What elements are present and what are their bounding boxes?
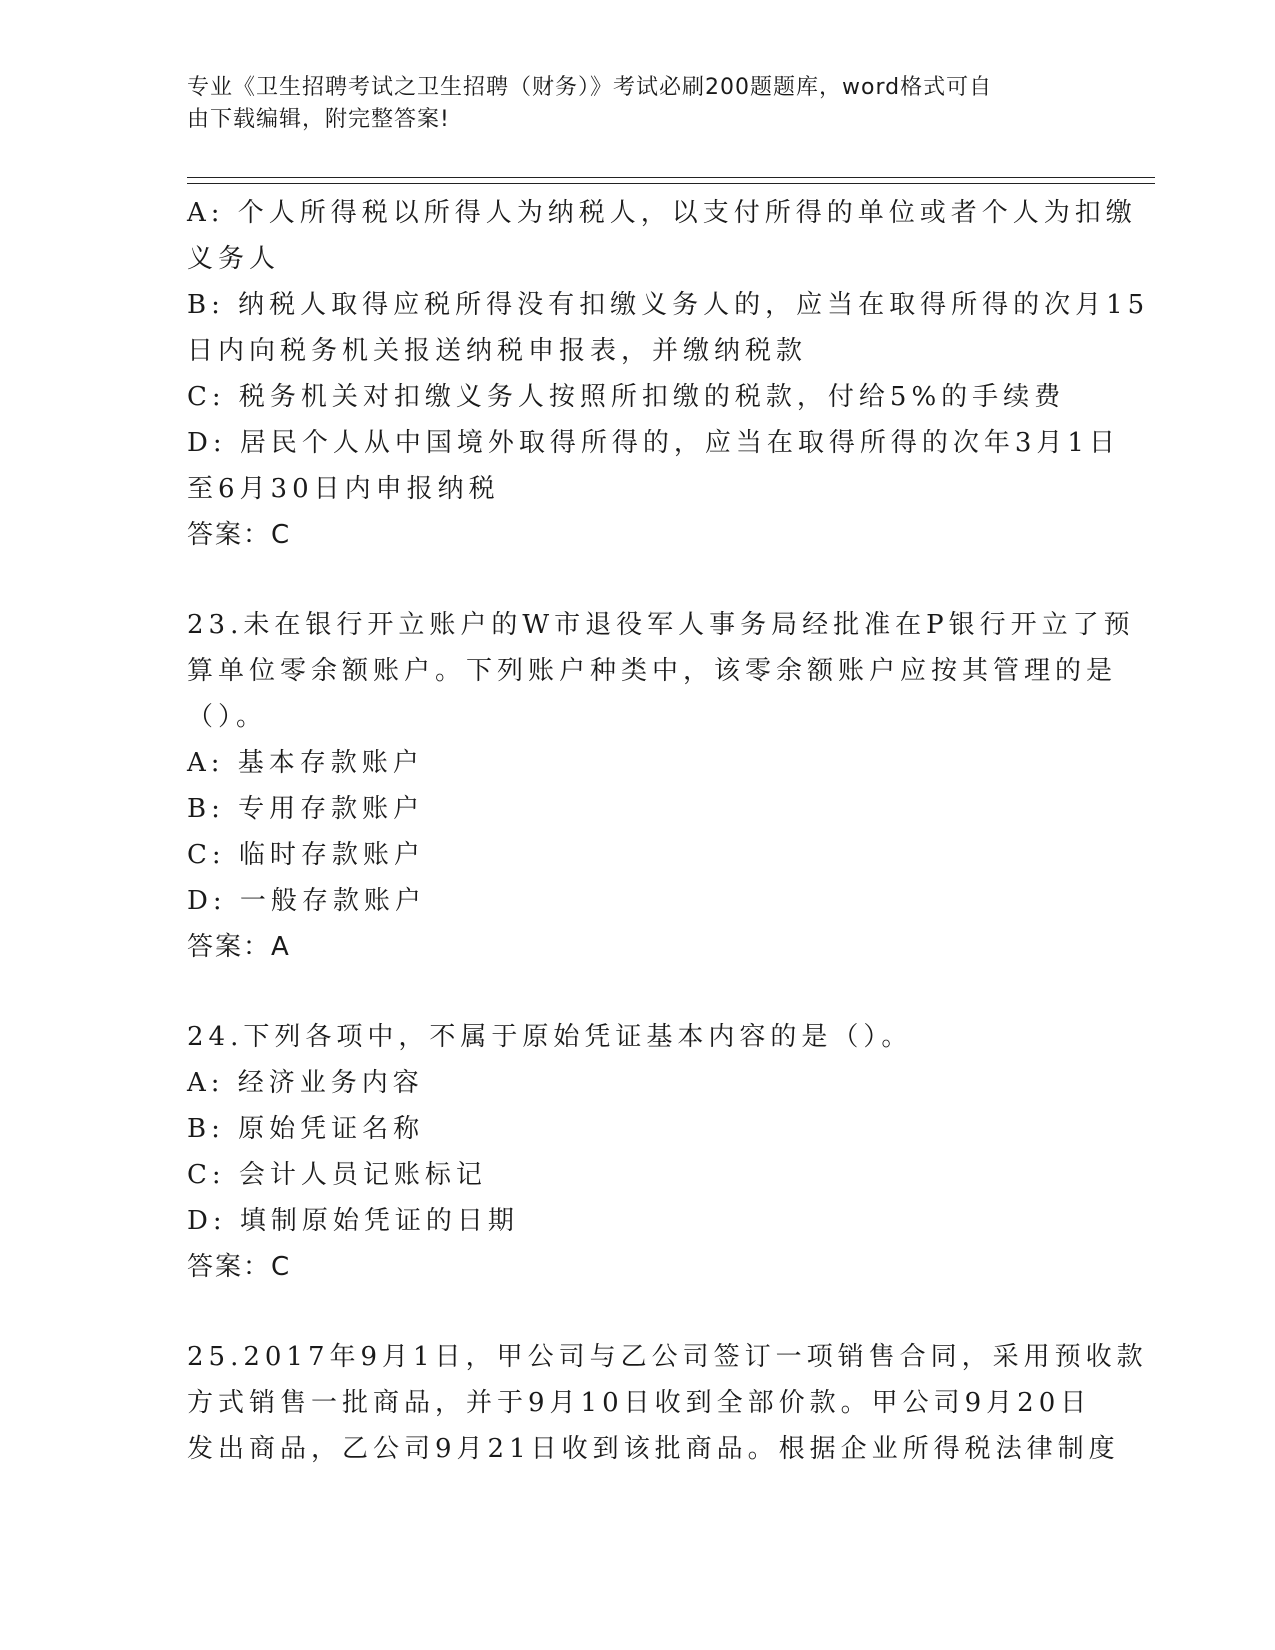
question-24 (187, 1014, 1107, 1290)
question-stem-cont: 方式销售一批商品，并于9月10日收到全部价款。甲公司9月20日 (187, 1388, 1092, 1418)
option-a: A: 基本存款账户 (187, 748, 424, 778)
option-d: D: 填制原始凭证的日期 (187, 1206, 519, 1236)
header-line-2: 由下载编辑，附完整答案! (187, 107, 450, 132)
question-stem-cont: 发出商品，乙公司9月21日收到该批商品。根据企业所得税法律制度 (187, 1434, 1120, 1464)
question-22 (187, 190, 1150, 558)
document-header (187, 72, 1087, 136)
question-list (187, 190, 1150, 1472)
option-b-cont: 日内向税务机关报送纳税申报表，并缴纳税款 (187, 336, 808, 366)
option-a: A: 经济业务内容 (187, 1068, 424, 1098)
question-25 (187, 1334, 1148, 1472)
option-a-cont: 义务人 (187, 244, 281, 274)
option-a: A: 个人所得税以所得人为纳税人，以支付所得的单位或者个人为扣缴 (187, 198, 1137, 228)
option-b: B: 专用存款账户 (187, 794, 425, 824)
question-stem-cont: （）。 (187, 702, 268, 732)
option-d-cont: 至6月30日内申报纳税 (187, 474, 500, 504)
answer: 答案：A (187, 932, 291, 962)
question-stem: 23.未在银行开立账户的W市退役军人事务局经批准在P银行开立了预 (187, 610, 1135, 640)
question-23 (187, 602, 1135, 970)
option-c: C: 临时存款账户 (187, 840, 425, 870)
question-stem: 25.2017年9月1日，甲公司与乙公司签订一项销售合同，采用预收款 (187, 1342, 1148, 1372)
question-stem-cont: 算单位零余额账户。下列账户种类中，该零余额账户应按其管理的是 (187, 656, 1118, 686)
option-d: D: 居民个人从中国境外取得所得的，应当在取得所得的次年3月1日 (187, 428, 1120, 458)
option-d: D: 一般存款账户 (187, 886, 426, 916)
option-b: B: 原始凭证名称 (187, 1114, 425, 1144)
option-c: C: 会计人员记账标记 (187, 1160, 487, 1190)
option-c: C: 税务机关对扣缴义务人按照所扣缴的税款，付给5%的手续费 (187, 382, 1066, 412)
header-divider-top (187, 177, 1155, 178)
answer: 答案：C (187, 1252, 292, 1282)
answer: 答案：C (187, 520, 292, 550)
option-b: B: 纳税人取得应税所得没有扣缴义务人的，应当在取得所得的次月15 (187, 290, 1150, 320)
header-divider-bottom (187, 183, 1155, 184)
question-stem: 24.下列各项中，不属于原始凭证基本内容的是（）。 (187, 1022, 913, 1052)
header-line-1: 专业《卫生招聘考试之卫生招聘（财务）》考试必刷200题题库，word格式可自 (187, 75, 993, 100)
